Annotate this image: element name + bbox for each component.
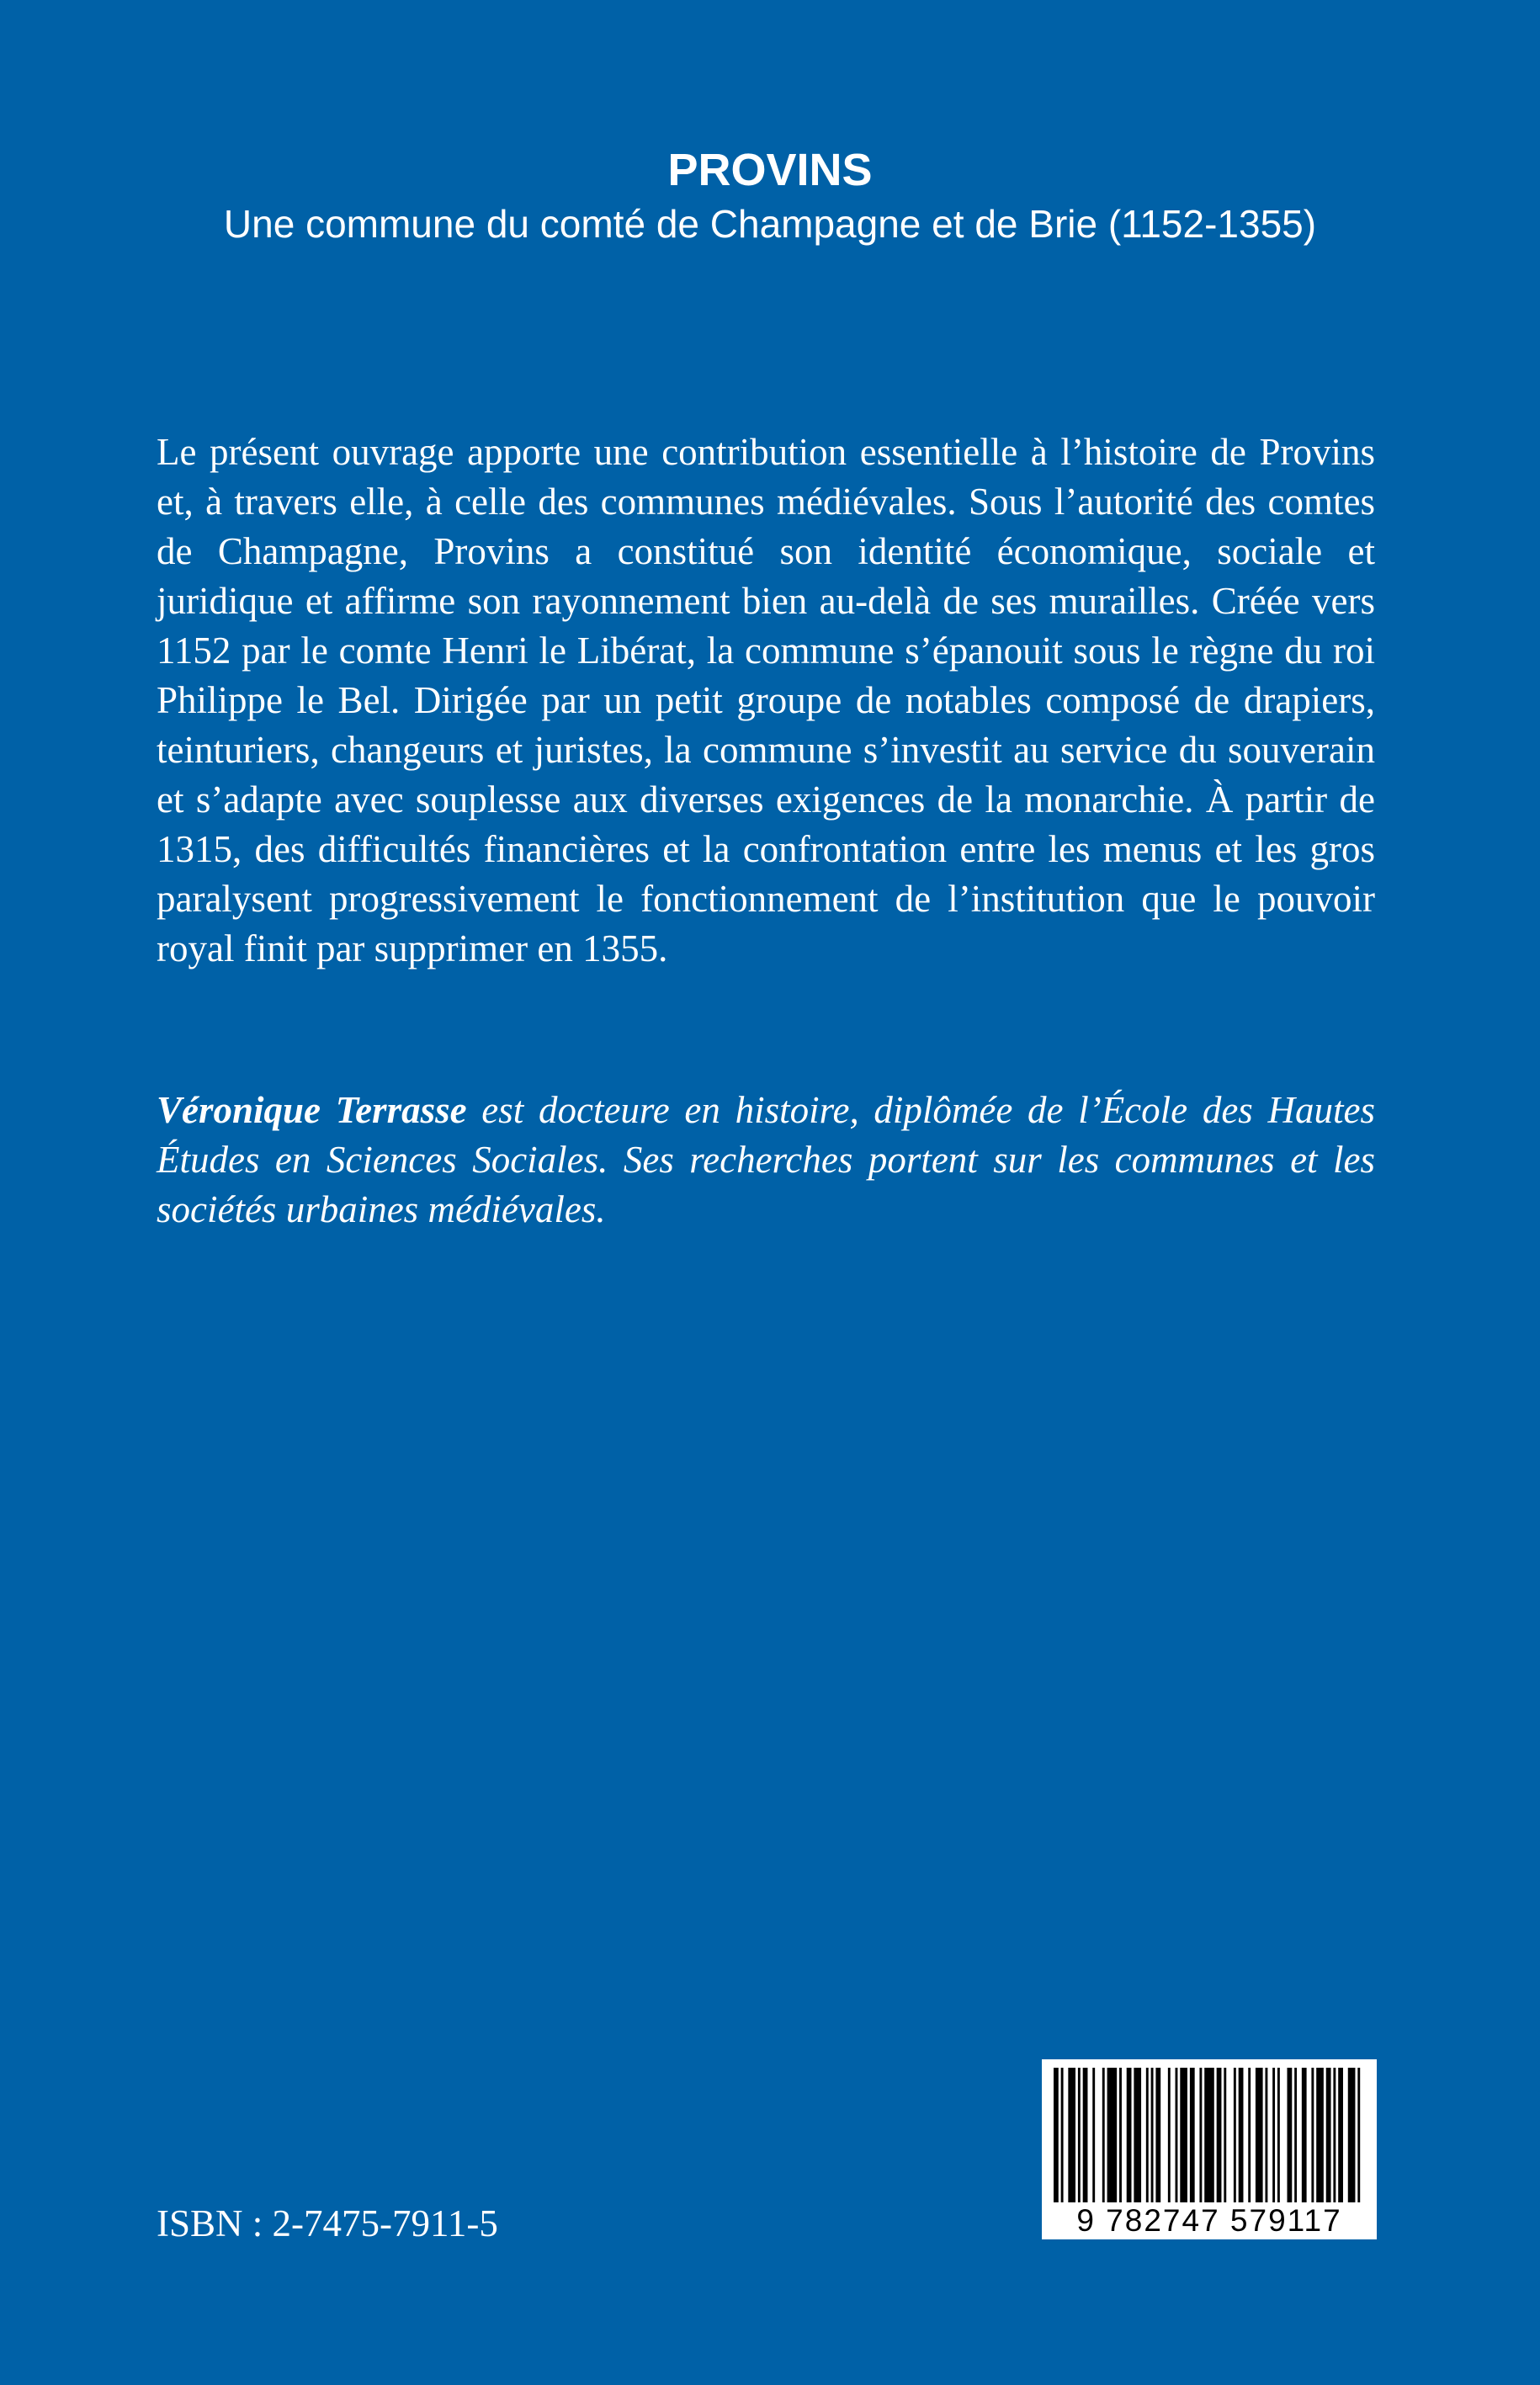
barcode-bars-icon	[1042, 2059, 1377, 2206]
barcode-bar	[1239, 2068, 1244, 2202]
barcode-bar	[1068, 2068, 1075, 2202]
barcode-bar	[1272, 2068, 1275, 2202]
barcode-bar	[1333, 2068, 1336, 2202]
barcode-bar	[1311, 2068, 1314, 2202]
barcode-bar	[1168, 2068, 1171, 2202]
barcode-bar	[1151, 2068, 1154, 2202]
barcode-bar	[1234, 2068, 1236, 2202]
barcode-bar	[1134, 2068, 1141, 2202]
barcode-bar	[1256, 2068, 1263, 2202]
barcode-bar	[1083, 2068, 1088, 2202]
barcode-bar	[1348, 2068, 1356, 2202]
barcode-bar	[1107, 2068, 1118, 2202]
barcode-bar	[1265, 2068, 1267, 2202]
book-subtitle: Une commune du comté de Champagne et de Brie (1152-1355)	[223, 202, 1317, 246]
barcode	[1042, 2059, 1377, 2239]
author-name: Véronique Terrasse	[157, 1089, 467, 1131]
barcode-bar	[1217, 2068, 1222, 2202]
barcode-bar	[1061, 2068, 1064, 2202]
barcode-bar	[1119, 2068, 1122, 2202]
barcode-bar	[1326, 2068, 1331, 2202]
barcode-bar	[1288, 2068, 1293, 2202]
barcode-bar	[1199, 2068, 1202, 2202]
barcode-bar	[1054, 2068, 1059, 2202]
barcode-bar	[1338, 2068, 1343, 2202]
barcode-bar	[1224, 2068, 1226, 2202]
barcode-bar	[1204, 2068, 1214, 2202]
barcode-bar	[1357, 2068, 1360, 2202]
barcode-bar	[1155, 2068, 1160, 2202]
barcode-bar	[1302, 2068, 1307, 2202]
barcode-bar	[1176, 2068, 1178, 2202]
barcode-bar	[1190, 2068, 1195, 2202]
barcode-bar	[1146, 2068, 1149, 2202]
barcode-bar	[1180, 2068, 1187, 2202]
book-title: PROVINS	[667, 145, 873, 195]
barcode-bar	[1294, 2068, 1297, 2202]
barcode-bar	[1277, 2068, 1280, 2202]
isbn-label: ISBN : 2-7475-7911-5	[157, 2202, 498, 2244]
barcode-bar	[1092, 2068, 1095, 2202]
author-bio	[157, 1086, 1375, 1235]
book-description: Le présent ouvrage apporte une contribution essentielle à l’histoire de Provins et, à travers elle, à celle des communes médiévales. Sous l’autorité des comtes de Champagne, Provins a constitué son identité économique, sociale et juridique et affirme son rayonnement bien au-delà de ses murailles. Créée vers 1152 par le comte Henri le Libérat, la commune s’épanouit sous le règne du roi Philippe le Bel. Dirigée par un petit groupe de notables composé de drapiers, teinturiers, changeurs et juristes, la commune s’investit au service du souverain et s’adapte avec souplesse aux diverses exigences de la monarchie. À partir de 1315, des difficultés financières et la confrontation entre les menus et les gros paralysent progressivement le fonctionnement de l’institution que le pouvoir royal finit par supprimer en 1355.	[157, 431, 1375, 969]
barcode-bar	[1078, 2068, 1081, 2202]
author-bio-text: est docteure en histoire, diplômée de l’École des Hautes Études en Sciences Sociales. Ses recherches portent sur les communes et les sociétés urbaines médiévales.	[157, 1089, 1375, 1230]
barcode-bar	[1127, 2068, 1132, 2202]
barcode-bar	[1316, 2068, 1324, 2202]
barcode-bar	[1102, 2068, 1105, 2202]
barcode-digits: 9 782747 579117	[1076, 2203, 1342, 2238]
barcode-bar	[1248, 2068, 1251, 2202]
